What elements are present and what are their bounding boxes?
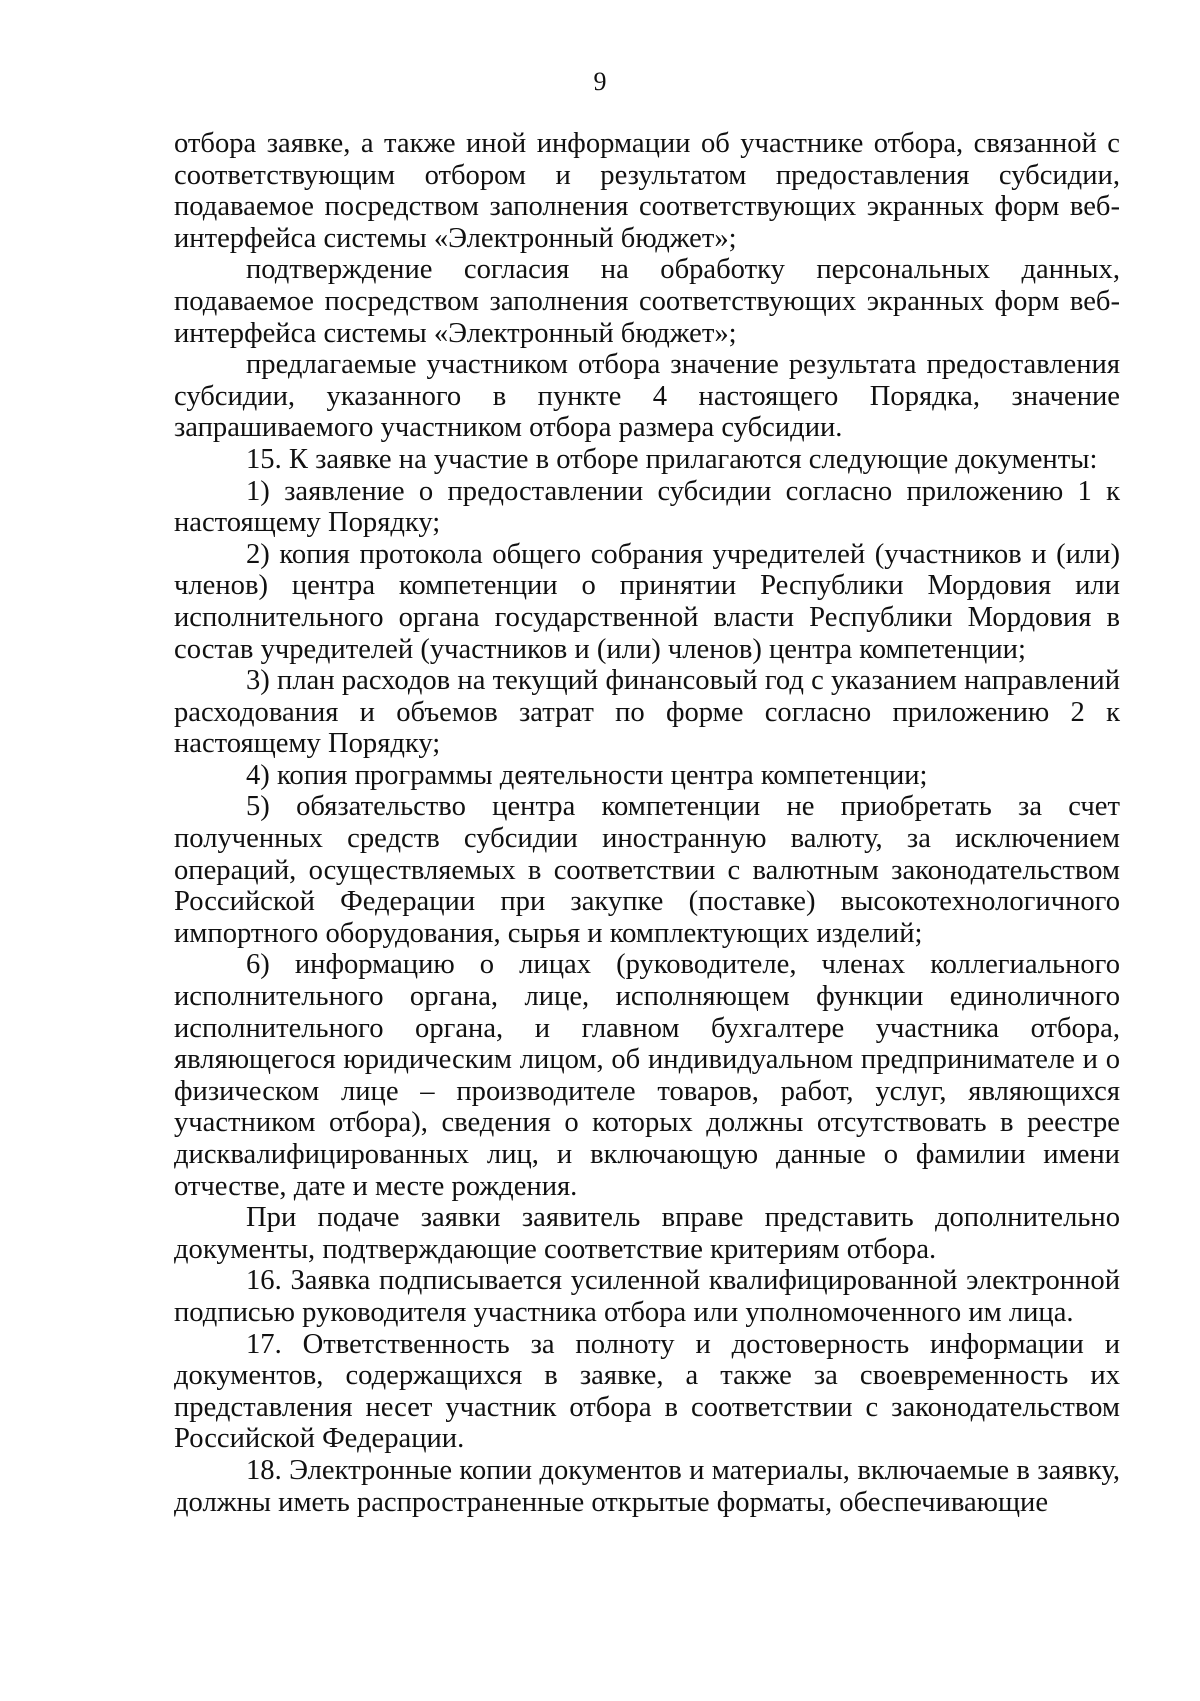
paragraph-item-18: 18. Электронные копии документов и материалы, включаемые в заявку, должны иметь распространенные открытые форматы, обеспечивающие (174, 1454, 1120, 1518)
paragraph-item-17: 17. Ответственность за полноту и достоверность информации и документов, содержащихся в заявке, а также за своевременность их представления несет участник отбора в соответствии с законодательством Российской Федерации. (174, 1328, 1120, 1455)
paragraph-consent: подтверждение согласия на обработку персональных данных, подаваемое посредством заполнения соответствующих экранных форм веб-интерфейса системы «Электронный бюджет»; (174, 254, 1120, 349)
paragraph-continuation: отбора заявке, а также иной информации об участнике отбора, связанной с соответствующим отбором и результатом предоставления субсидии, подаваемое посредством заполнения соответствующих экранных форм веб-интерфейса системы «Электронный бюджет»; (174, 128, 1120, 254)
paragraph-additional-documents: При подаче заявки заявитель вправе представить дополнительно документы, подтверждающие соответствие критериям отбора. (174, 1202, 1120, 1265)
paragraph-item-15: 15. К заявке на участие в отборе прилагаются следующие документы: (246, 443, 1098, 475)
page-number: 9 (593, 67, 607, 96)
paragraph-item-15-5: 5) обязательство центра компетенции не приобретать за счет полученных средств субсидии иностранную валюту, за исключением операций, осуществляемых в соответствии с валютным законодательством Российской Федерации при закупке (поставке) высокотехнологичного импортного оборудования, сырья и комплектующих изделий; (174, 791, 1120, 949)
paragraph-item-15-2: 2) копия протокола общего собрания учредителей (участников и (или) членов) центра компетенции о принятии Республики Мордовия или исполнительного органа государственной власти Республики Мордовия в состав учредителей (участников и (или) членов) центра компетенции; (174, 538, 1120, 665)
paragraph-item-15-4: 4) копия программы деятельности центра компетенции; (246, 759, 928, 791)
paragraph-item-15-3: 3) план расходов на текущий финансовый год с указанием направлений расходования и объемов затрат по форме согласно приложению 2 к настоящему Порядку; (174, 665, 1120, 760)
paragraph-item-15-1: 1) заявление о предоставлении субсидии согласно приложению 1 к настоящему Порядку; (174, 475, 1120, 539)
paragraph-item-16: 16. Заявка подписывается усиленной квалифицированной электронной подписью руководителя участника отбора или уполномоченного им лица. (174, 1265, 1120, 1328)
body-text (174, 128, 1120, 1518)
paragraph-item-15-6: 6) информацию о лицах (руководителе, членах коллегиального исполнительного органа, лице, исполняющем функции единоличного исполнительного органа, и главном бухгалтере участника отбора, являющегося юридическим лицом, об индивидуальном предпринимателе и о физическом лице – производителе товаров, работ, услуг, являющихся участником отбора), сведения о которых должны отсутствовать в реестре дисквалифицированных лиц, и включающую данные о фамилии имени отчестве, дате и месте рождения. (174, 949, 1120, 1202)
paragraph-result-value: предлагаемые участником отбора значение результата предоставления субсидии, указанного в пункте 4 настоящего Порядка, значение запрашиваемого участником отбора размера субсидии. (174, 349, 1120, 444)
